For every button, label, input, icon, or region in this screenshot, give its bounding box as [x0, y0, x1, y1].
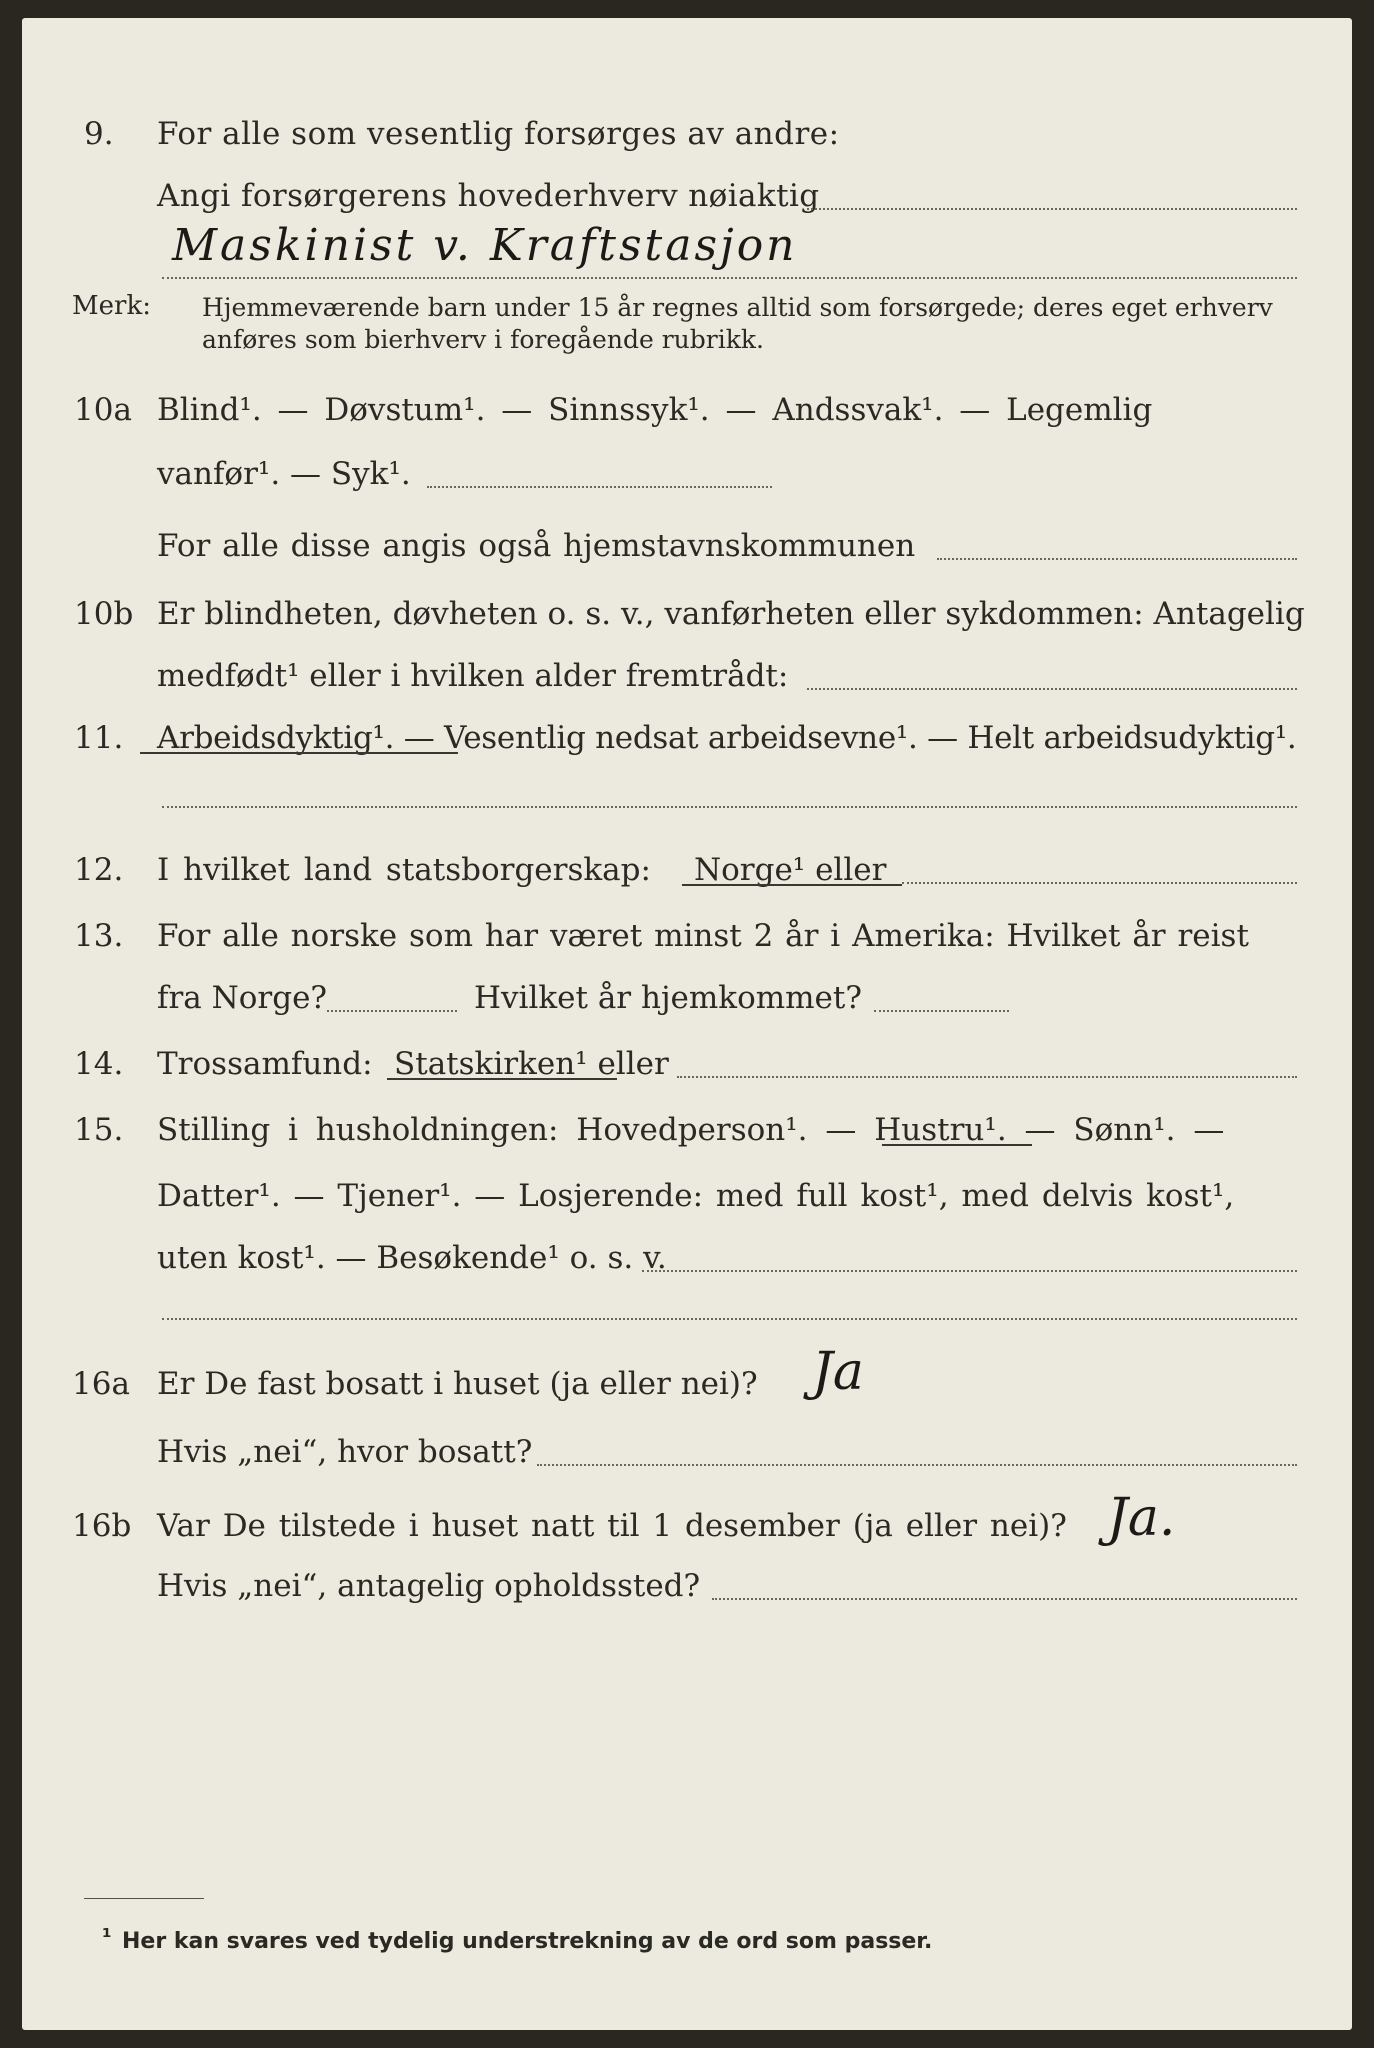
q16b-line2: Hvis „nei“, antagelig opholdssted? — [157, 1568, 701, 1604]
q10a-syk-line — [427, 486, 772, 488]
q10b-number: 10b — [74, 596, 134, 632]
q15-line1: Stilling i husholdningen: Hovedperson¹. — Hustru¹. — Sønn¹. — — [157, 1112, 1225, 1148]
q9-number: 9. — [84, 116, 114, 152]
q16a-line1: Er De fast bosatt i huset (ja eller nei)? — [157, 1366, 758, 1402]
q15-underline-hustru — [882, 1144, 1032, 1146]
q16b-dotted-line — [712, 1598, 1297, 1600]
q13-number: 13. — [74, 918, 124, 954]
merk-line1: Hjemmeværende barn under 15 år regnes alltid som forsørgede; deres eget erhverv — [202, 293, 1273, 322]
q10a-number: 10a — [74, 392, 132, 428]
q16a-dotted-line — [537, 1464, 1297, 1466]
q13-line1: For alle norske som har været minst 2 år i Amerika: Hvilket år reist — [157, 918, 1249, 954]
q10b-line1: Er blindheten, døvheten o. s. v., vanførheten eller sykdommen: Antagelig — [157, 596, 1305, 632]
q15-line2: Datter¹. — Tjener¹. — Losjerende: med full kost¹, med delvis kost¹, — [157, 1178, 1235, 1214]
q14-answer: Statskirken¹ eller — [394, 1046, 669, 1082]
q13-line2b: Hvilket år hjemkommet? — [474, 980, 862, 1016]
q15-dotted-line — [642, 1270, 1297, 1272]
q10a-line3: For alle disse angis også hjemstavnskommunen — [157, 528, 916, 564]
q15-line3: uten kost¹. — Besøkende¹ o. s. v. — [157, 1240, 667, 1276]
q11-underline-arbeidsdyktig — [140, 752, 458, 754]
q12-underline-norge — [682, 884, 902, 886]
q9-dotted-line — [807, 208, 1297, 210]
q16b-number: 16b — [72, 1508, 132, 1544]
merk-label: Merk: — [72, 291, 151, 321]
census-form-page — [22, 18, 1352, 2030]
q16a-line2: Hvis „nei“, hvor bosatt? — [157, 1434, 533, 1470]
q13-hjemkommet-line — [874, 1010, 1009, 1012]
q9-line2: Angi forsørgerens hovederhverv nøiaktig — [157, 178, 820, 214]
q14-underline-statskirken — [387, 1078, 617, 1080]
q15-extra-dotted-line — [162, 1318, 1297, 1320]
q12-dotted-line — [902, 882, 1297, 884]
q10b-line2: medfødt¹ eller i hvilken alder fremtrådt: — [157, 658, 789, 694]
q12-answer: Norge¹ eller — [694, 852, 887, 888]
q11-number: 11. — [74, 720, 124, 756]
q11-dotted-line — [162, 806, 1297, 808]
q12-number: 12. — [74, 852, 124, 888]
footnote-mark: ¹ — [102, 1925, 112, 1950]
q15-number: 15. — [74, 1112, 124, 1148]
q13-reist-line — [327, 1010, 457, 1012]
footnote-rule — [84, 1898, 204, 1899]
q16b-handwritten-answer: Ja. — [1107, 1488, 1176, 1548]
q10b-dotted-line — [807, 688, 1297, 690]
q16a-handwritten-answer: Ja — [812, 1342, 864, 1402]
q11-line1: Arbeidsdyktig¹. — Vesentlig nedsat arbeidsevne¹. — Helt arbeidsudyktig¹. — [157, 720, 1297, 756]
q16a-number: 16a — [72, 1366, 130, 1402]
q10a-line1: Blind¹. — Døvstum¹. — Sinnssyk¹. — Andssvak¹. — Legemlig — [157, 392, 1153, 428]
footnote-text: Her kan svares ved tydelig understrekning av de ord som passer. — [122, 1929, 933, 1954]
q12-line1: I hvilket land statsborgerskap: — [157, 852, 651, 888]
q9-line1: For alle som vesentlig forsørges av andre: — [157, 116, 840, 152]
merk-line2: anføres som bierhverv i foregående rubrikk. — [202, 325, 764, 354]
q13-line2a: fra Norge? — [157, 980, 328, 1016]
q14-line1: Trossamfund: — [157, 1046, 373, 1082]
q16b-line1: Var De tilstede i huset natt til 1 desember (ja eller nei)? — [157, 1508, 1067, 1544]
q10a-line2: vanfør¹. — Syk¹. — [157, 456, 411, 492]
q14-number: 14. — [74, 1046, 124, 1082]
q10a-hjemstavn-line — [937, 558, 1297, 560]
q14-dotted-line — [677, 1076, 1297, 1078]
q9-answer-line — [162, 277, 1297, 279]
q9-handwritten-answer: Maskinist v. Kraftstasjon — [172, 220, 798, 271]
